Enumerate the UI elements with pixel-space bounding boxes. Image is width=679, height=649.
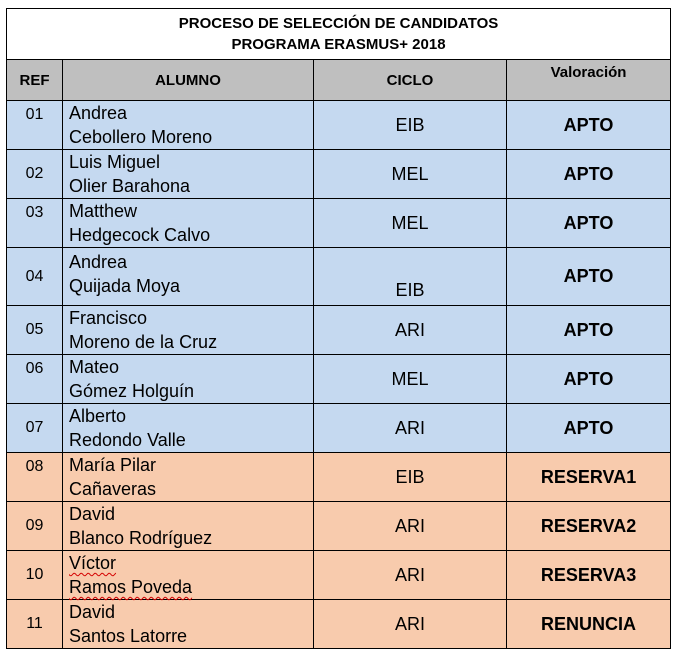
last-name: Moreno de la Cruz bbox=[69, 332, 218, 352]
table-row bbox=[7, 551, 671, 600]
first-name: Andrea bbox=[69, 103, 128, 123]
first-name: David bbox=[69, 602, 116, 622]
cell-valoracion: RESERVA3 bbox=[507, 551, 671, 600]
first-name: Mateo bbox=[69, 357, 120, 377]
first-name: Francisco bbox=[69, 308, 148, 328]
cell-ref: 09 bbox=[7, 502, 63, 551]
cell-alumno bbox=[63, 404, 314, 453]
first-name: Alberto bbox=[69, 406, 127, 426]
last-name: Olier Barahona bbox=[69, 176, 191, 196]
cell-ref: 07 bbox=[7, 404, 63, 453]
cell-ref: 04 bbox=[7, 248, 63, 306]
last-name: Gómez Holguín bbox=[69, 381, 195, 401]
table-row bbox=[7, 355, 671, 404]
cell-ciclo: EIB bbox=[314, 248, 507, 306]
title-line-2: PROGRAMA ERASMUS+ 2018 bbox=[231, 36, 446, 53]
first-name: Andrea bbox=[69, 252, 128, 272]
table-row bbox=[7, 600, 671, 649]
cell-ref: 05 bbox=[7, 306, 63, 355]
cell-valoracion: APTO bbox=[507, 101, 671, 150]
cell-alumno bbox=[63, 150, 314, 199]
cell-alumno bbox=[63, 355, 314, 404]
table-row bbox=[7, 199, 671, 248]
last-name: Hedgecock Calvo bbox=[69, 225, 211, 245]
first-name: Matthew bbox=[69, 201, 138, 221]
table-row bbox=[7, 101, 671, 150]
cell-ciclo: EIB bbox=[314, 453, 507, 502]
cell-alumno bbox=[63, 248, 314, 306]
cell-alumno bbox=[63, 453, 314, 502]
last-name: Redondo Valle bbox=[69, 430, 186, 450]
last-name: Ramos Poveda bbox=[69, 577, 193, 597]
last-name: Quijada Moya bbox=[69, 276, 181, 296]
last-name: Santos Latorre bbox=[69, 626, 188, 646]
table-row bbox=[7, 502, 671, 551]
cell-valoracion: APTO bbox=[507, 248, 671, 306]
cell-ciclo: ARI bbox=[314, 404, 507, 453]
cell-valoracion: RESERVA1 bbox=[507, 453, 671, 502]
table-row bbox=[7, 306, 671, 355]
cell-ciclo: ARI bbox=[314, 551, 507, 600]
table-row bbox=[7, 453, 671, 502]
candidates-table bbox=[6, 8, 671, 649]
title-line-1: PROCESO DE SELECCIÓN DE CANDIDATOS bbox=[178, 15, 499, 32]
header-row bbox=[7, 60, 671, 101]
cell-valoracion: APTO bbox=[507, 404, 671, 453]
cell-ciclo: MEL bbox=[314, 150, 507, 199]
cell-ref: 03 bbox=[7, 199, 63, 248]
cell-ciclo: ARI bbox=[314, 502, 507, 551]
cell-valoracion: APTO bbox=[507, 199, 671, 248]
cell-ref: 11 bbox=[7, 600, 63, 649]
header-ciclo: CICLO bbox=[314, 60, 507, 101]
header-valoracion: Valoración bbox=[507, 60, 671, 101]
last-name: Cañaveras bbox=[69, 479, 157, 499]
cell-ref: 08 bbox=[7, 453, 63, 502]
first-name: Víctor bbox=[69, 553, 117, 573]
title-row bbox=[7, 9, 671, 60]
header-alumno: ALUMNO bbox=[63, 60, 314, 101]
cell-ref: 06 bbox=[7, 355, 63, 404]
first-name: David bbox=[69, 504, 116, 524]
last-name: Blanco Rodríguez bbox=[69, 528, 213, 548]
cell-valoracion: RENUNCIA bbox=[507, 600, 671, 649]
cell-ref: 02 bbox=[7, 150, 63, 199]
cell-ciclo: MEL bbox=[314, 199, 507, 248]
cell-valoracion: RESERVA2 bbox=[507, 502, 671, 551]
table-row bbox=[7, 404, 671, 453]
cell-alumno bbox=[63, 502, 314, 551]
cell-ciclo: ARI bbox=[314, 600, 507, 649]
header-ref: REF bbox=[7, 60, 63, 101]
cell-valoracion: APTO bbox=[507, 306, 671, 355]
first-name: Luis Miguel bbox=[69, 152, 161, 172]
cell-alumno bbox=[63, 101, 314, 150]
cell-alumno bbox=[63, 306, 314, 355]
table-row bbox=[7, 248, 671, 306]
cell-alumno bbox=[63, 600, 314, 649]
cell-alumno bbox=[63, 199, 314, 248]
document-title bbox=[7, 9, 671, 60]
cell-ref: 10 bbox=[7, 551, 63, 600]
cell-valoracion: APTO bbox=[507, 355, 671, 404]
cell-valoracion: APTO bbox=[507, 150, 671, 199]
cell-ciclo: ARI bbox=[314, 306, 507, 355]
last-name: Cebollero Moreno bbox=[69, 127, 213, 147]
cell-alumno bbox=[63, 551, 314, 600]
cell-ciclo: EIB bbox=[314, 101, 507, 150]
first-name: María Pilar bbox=[69, 455, 157, 475]
table-row bbox=[7, 150, 671, 199]
cell-ref: 01 bbox=[7, 101, 63, 150]
cell-ciclo: MEL bbox=[314, 355, 507, 404]
